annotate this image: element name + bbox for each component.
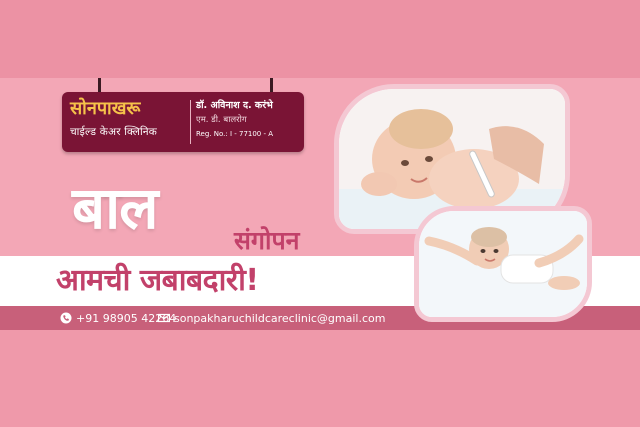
- email-address: sonpakharuchildcareclinic@gmail.com: [174, 311, 386, 325]
- headline-main: बाल: [72, 174, 158, 242]
- sign-hanger-right: [270, 78, 273, 92]
- baby-lying-illustration: [419, 211, 587, 317]
- clinic-subtitle: चाईल्ड केअर क्लिनिक: [70, 126, 158, 138]
- doctor-info-block: [196, 99, 300, 140]
- phone-icon: [60, 312, 72, 324]
- baby-lying-photo: [414, 206, 592, 322]
- phone-number: +91 98905 42264: [76, 311, 177, 325]
- clinic-signboard: [62, 92, 304, 152]
- clinic-name: सोनपाखरू: [70, 98, 141, 119]
- clinic-name-block: [70, 98, 188, 140]
- headline-tagline: आमची जबाबदारी!: [56, 263, 259, 298]
- sign-divider: [190, 100, 191, 144]
- email-contact: [158, 306, 385, 330]
- doctor-name: डॉ. अविनाश द. करंभे: [196, 100, 273, 111]
- registration-number: Reg. No.: I - 77100 - A: [196, 130, 274, 138]
- mail-icon: [158, 312, 170, 324]
- doctor-degree: एम. डी. बालरोग: [196, 115, 247, 125]
- top-band: [0, 0, 640, 78]
- bottom-band: [0, 330, 640, 427]
- headline-secondary: संगोपन: [234, 226, 300, 255]
- sign-hanger-left: [98, 78, 101, 92]
